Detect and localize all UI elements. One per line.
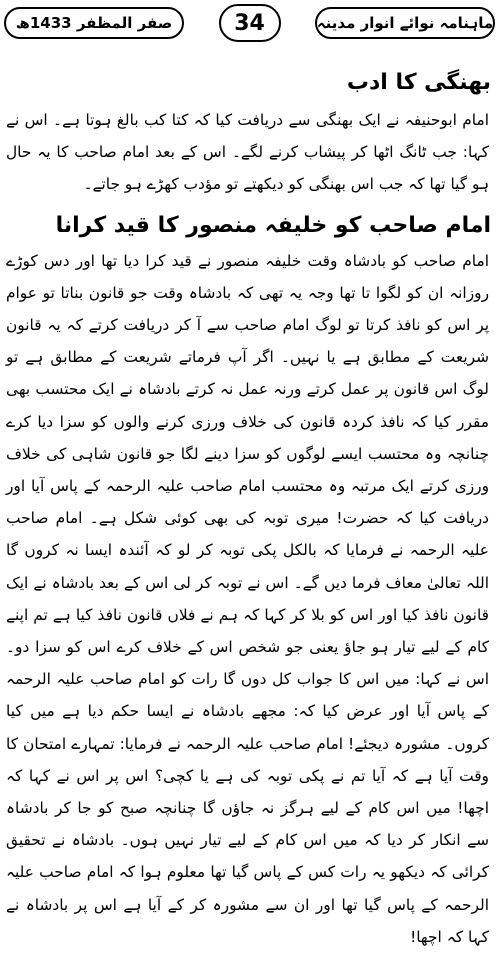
section-heading-mansur: امام صاحب کو خلیفہ منصور کا قید کرانا — [55, 212, 491, 238]
section-paragraph-bhangi: امام ابوحنیفہ نے ایک بھنگی سے دریافت کیا کہ کتا کب بالغ ہوتا ہے۔ اس نے کہا: جب ٹانگ اٹھا کر پیشاب کرنے لگے۔ اس کے بعد امام صاحب کا یہ حال ہو گیا تھا کہ جب اس بھنگی کو دیکھتے تو مؤدب کھڑے ہو جاتے۔ — [6, 111, 489, 194]
page-header — [4, 4, 495, 48]
page-number-badge: 34 — [219, 4, 281, 42]
journal-name-label: ماہنامہ نوائے انوار مدینہ — [315, 7, 495, 39]
issue-date-label: صفر المظفر 1433ھ — [4, 7, 184, 39]
section-paragraph-mansur: امام صاحب کو بادشاہ وقت خلیفہ منصور نے قید کرا دیا تھا اور دس کوڑے روزانہ ان کو لگوا تا تھا وجہ یہ تھی کہ بادشاہ وقت جو قانون بناتا تو عوام پر اس کو نافذ کرتا تو لوگ امام صاحب سے آ کر دریافت کرتے کہ یہ قانون شریعت کے مطابق ہے یا نہیں۔ اگر آپ فرماتے شریعت کے مطابق ہے تو لوگ اس قانون پر عمل کرتے ورنہ عمل نہ کرتے بادشاہ نے ایک محتسب بھی مقرر کیا کہ نافذ کردہ قانون کی خلاف ورزی کرنے والوں کو سزا دیا کرے چنانچہ وہ محتسب ایسے لوگوں کو سزا دینے لگا جو قانون شاہی کی خلاف ورزی کرتے ایک مرتبہ وہ محتسب امام صاحب علیہ الرحمہ کے پاس آیا اور دریافت کیا کہ حضرت! میری توبہ کی بھی کوئی شکل ہے۔ امام صاحب علیہ الرحمہ نے فرمایا کہ بالکل پکی توبہ کر لو کہ آئندہ ایسا نہ کروں گا اللہ تعالیٰ معاف فرما دیں گے۔ اس نے توبہ کر لی اس کے بعد بادشاہ نے ایک قانون نافذ کیا اور اس کو بلا کر کہا کہ ہم نے فلاں قانون نافذ کیا ہے تم اپنے کام کے لیے تیار ہو جاؤ یعنی جو شخص اس کے خلاف کرے اس کو سزا دو۔ اس نے کہا: میں اس کا جواب کل دوں گا رات کو امام صاحب علیہ الرحمہ کے پاس آیا اور عرض کیا کہ: مجھے بادشاہ نے ایسا حکم دیا ہے میں کیا کروں۔ مشورہ دیجئے! امام صاحب علیہ الرحمہ نے فرمایا: تمہارے امتحان کا وقت آیا ہے کہ آیا تم نے پکی توبہ کی ہے یا کچی؟ اس پر اس نے کہا کہ اچھا! میں اس کام کے لیے ہرگز نہ جاؤں گا چنانچہ صبح کو جا کر بادشاہ سے انکار کر دیا کہ میں اس کام کے لیے تیار نہیں ہوں۔ بادشاہ نے تحقیق کرائی کہ دیکھو یہ رات کس کے پاس گیا تھا معلوم ہوا کہ امام صاحب علیہ الرحمہ کے پاس گیا تھا اور ان سے مشورہ کر کے آیا ہے اس پر بادشاہ نے کہا کہ اچھا! — [6, 251, 489, 946]
article-body — [4, 62, 495, 946]
section-heading-bhangi: بھنگی کا ادب — [346, 70, 491, 95]
